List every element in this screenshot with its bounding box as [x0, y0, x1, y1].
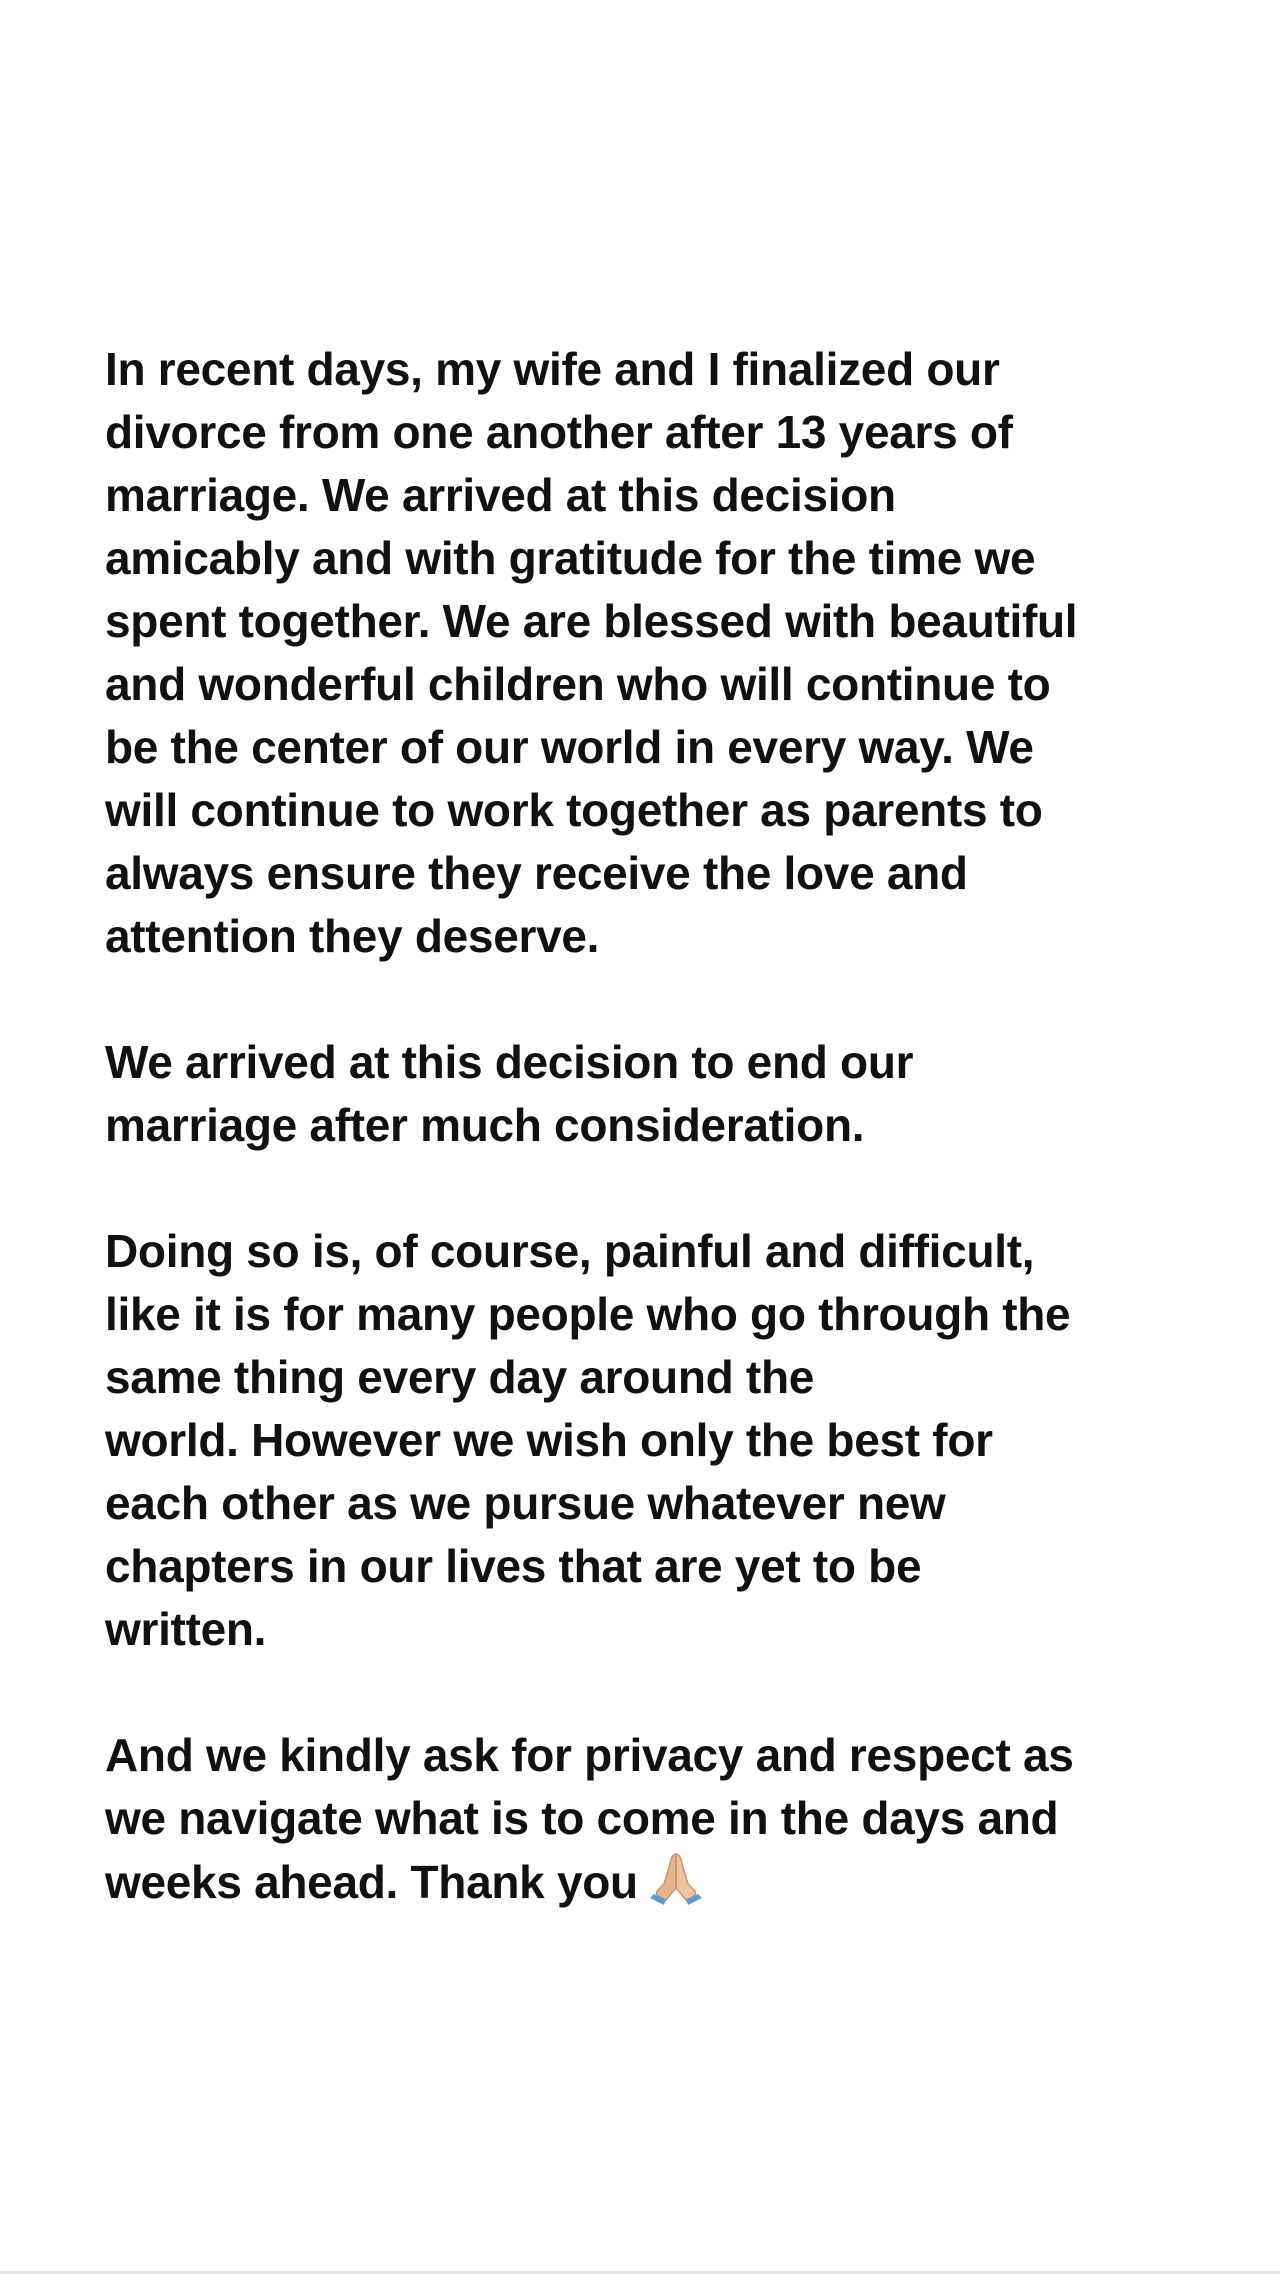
paragraph-3	[105, 1220, 1205, 1661]
paragraph-gap	[105, 1157, 1205, 1220]
text-line: marriage after much consideration.	[105, 1099, 865, 1151]
text-line: be the center of our world in every way. We	[105, 721, 1034, 773]
text-line: We arrived at this decision to end our	[105, 1036, 914, 1088]
text-line: spent together. We are blessed with beautiful	[105, 595, 1078, 647]
text-line: attention they deserve.	[105, 910, 600, 962]
paragraph-gap	[105, 1661, 1205, 1724]
closing-line	[105, 1850, 1205, 1913]
text-line: we navigate what is to come in the days and	[105, 1792, 1059, 1844]
folded-hands-icon	[646, 1850, 706, 1906]
paragraph-2	[105, 1031, 1205, 1157]
text-line: marriage. We arrived at this decision	[105, 469, 896, 521]
text-line: same thing every day around the	[105, 1351, 815, 1403]
paragraph-gap	[105, 968, 1205, 1031]
paragraph-4	[105, 1724, 1205, 1913]
closing-text: weeks ahead. Thank you	[105, 1856, 638, 1908]
text-line: written.	[105, 1603, 267, 1655]
text-line: always ensure they receive the love and	[105, 847, 968, 899]
statement-text	[105, 338, 1205, 1913]
text-line: chapters in our lives that are yet to be	[105, 1540, 922, 1592]
text-line: And we kindly ask for privacy and respect as	[105, 1729, 1074, 1781]
text-line: like it is for many people who go through the	[105, 1288, 1071, 1340]
text-line: each other as we pursue whatever new	[105, 1477, 946, 1529]
text-line: divorce from one another after 13 years of	[105, 406, 1013, 458]
text-line: In recent days, my wife and I finalized our	[105, 343, 1000, 395]
text-line: will continue to work together as parents to	[105, 784, 1043, 836]
paragraph-1	[105, 338, 1205, 968]
text-line: Doing so is, of course, painful and difficult,	[105, 1225, 1035, 1277]
text-line: and wonderful children who will continue to	[105, 658, 1051, 710]
text-line: world. However we wish only the best for	[105, 1414, 993, 1466]
text-line: amicably and with gratitude for the time we	[105, 532, 1036, 584]
